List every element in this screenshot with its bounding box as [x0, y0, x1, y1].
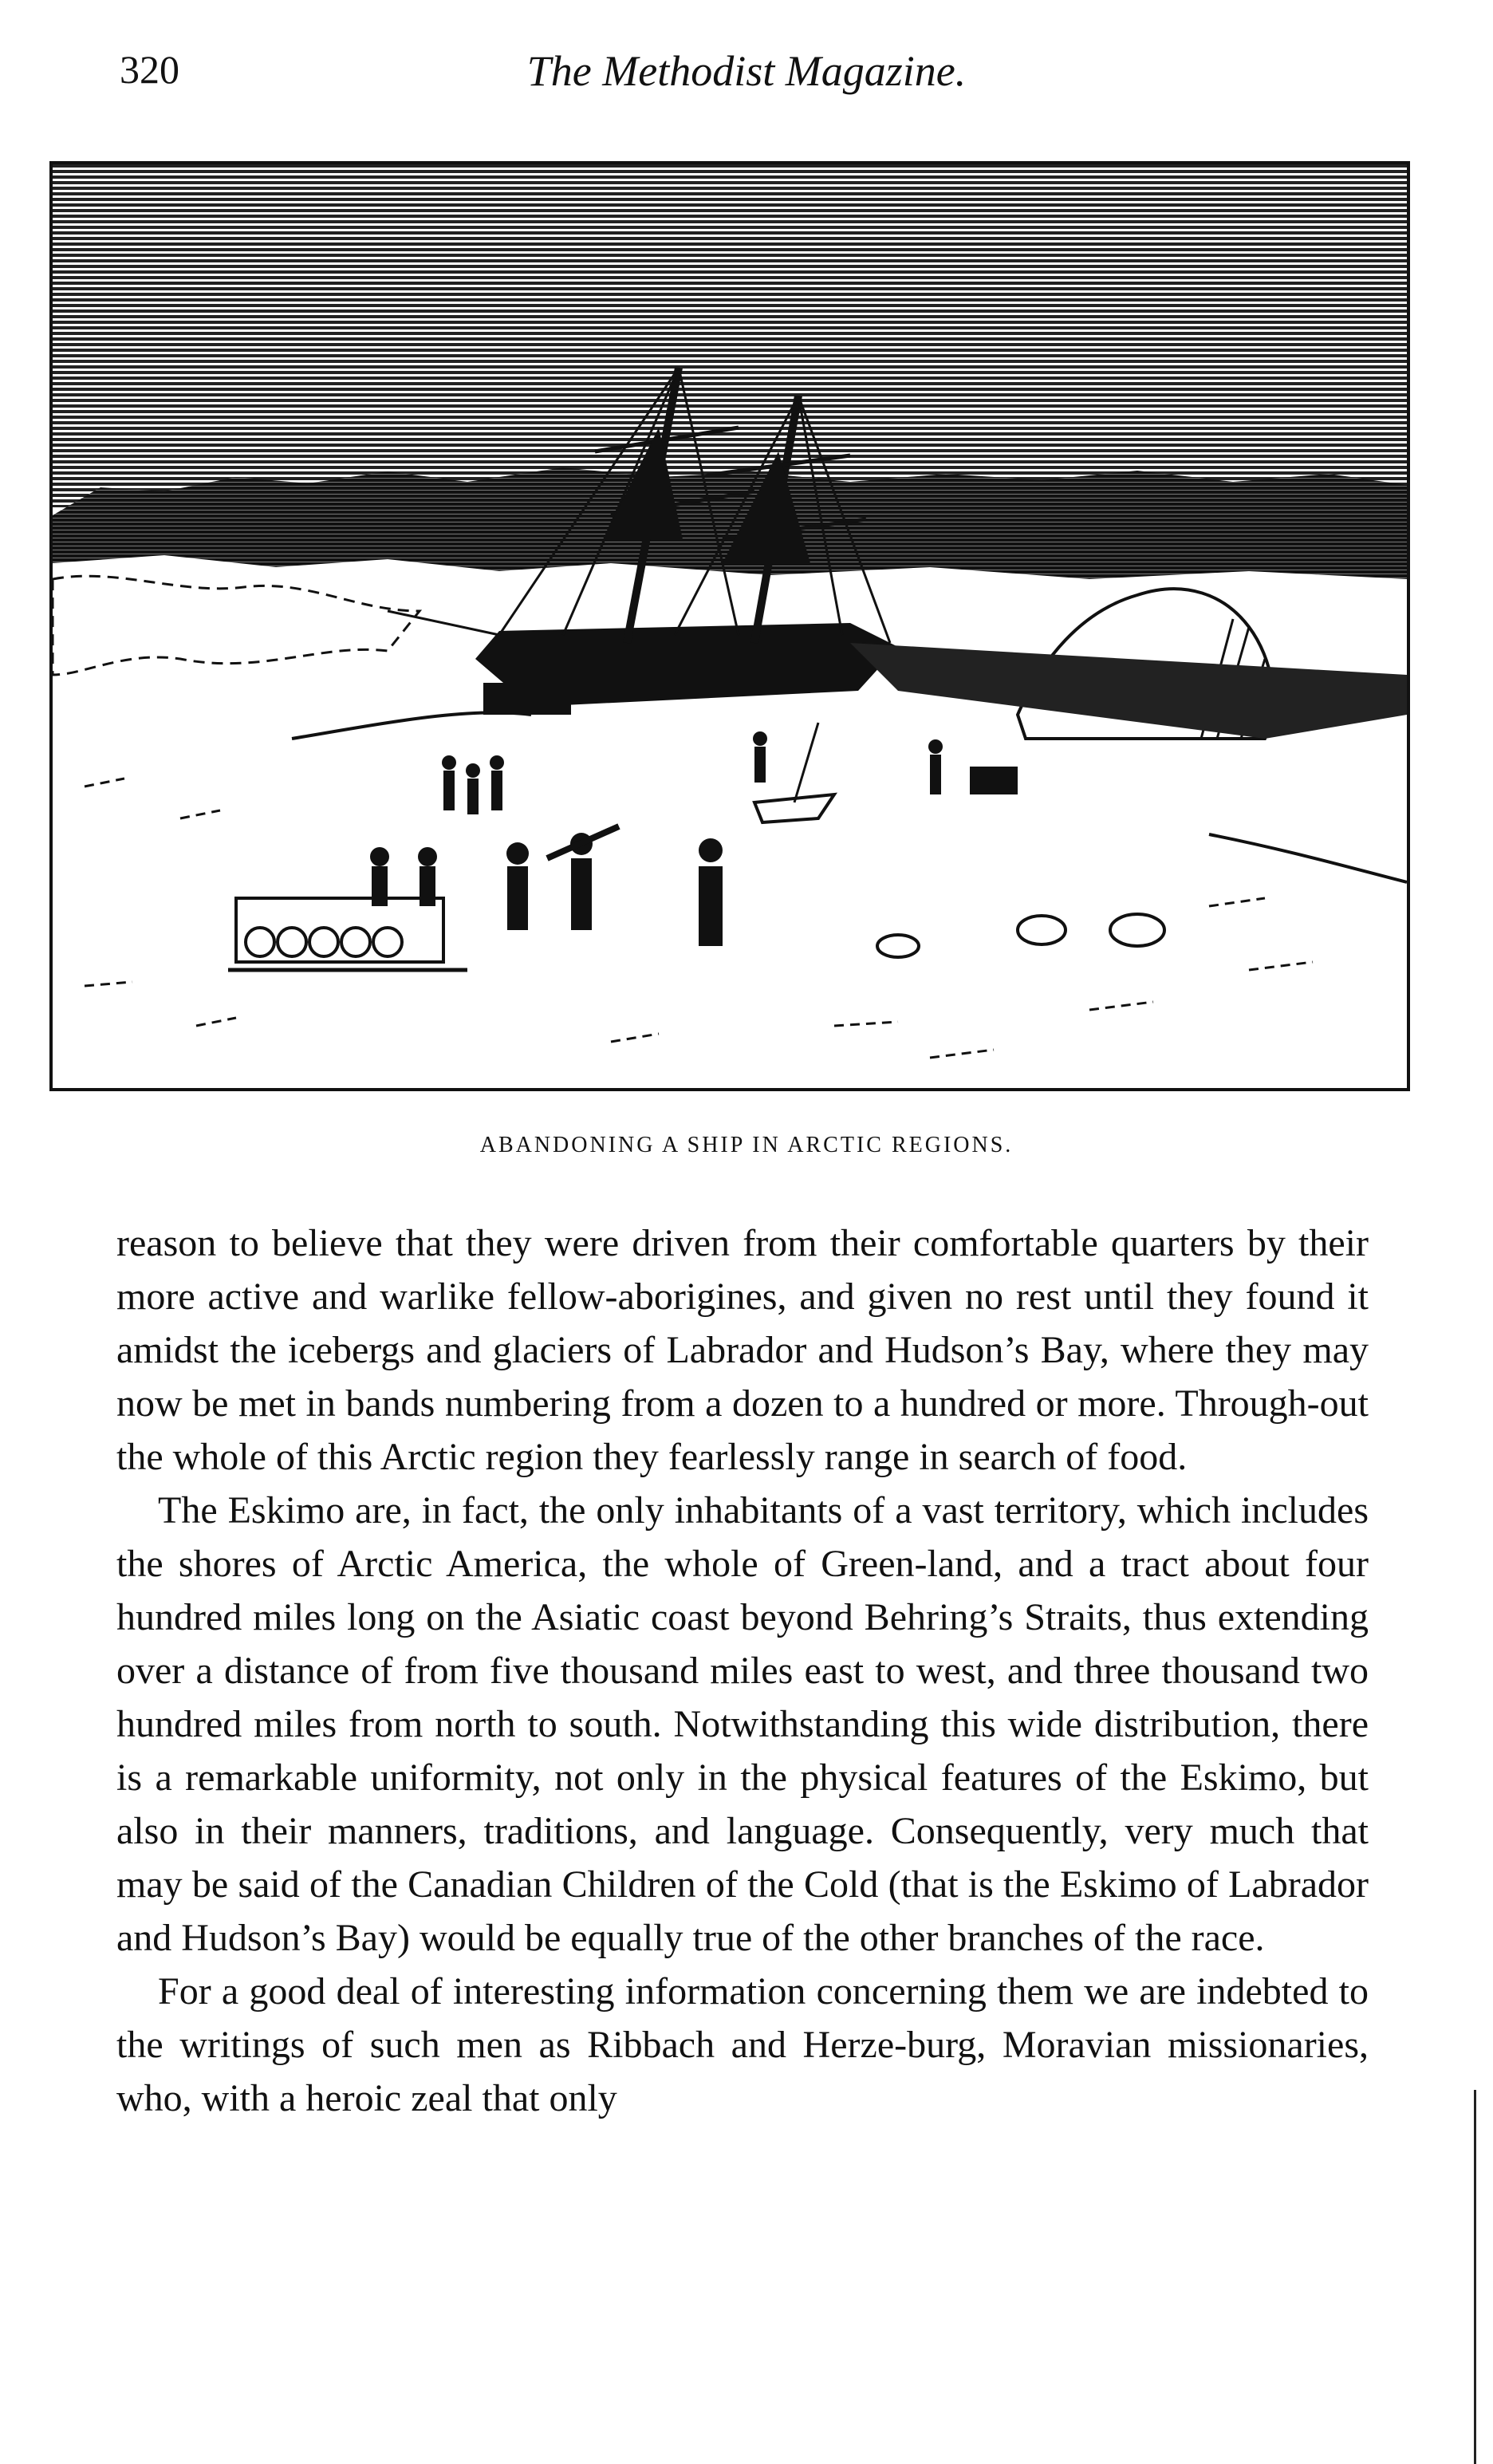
arctic-ship-engraving [53, 164, 1407, 1088]
sledge-with-barrels [228, 898, 467, 970]
running-head: The Methodist Magazine. [526, 47, 967, 95]
sky [53, 164, 1407, 507]
crew-group-center [442, 755, 504, 814]
body-text [116, 1216, 1369, 2125]
illustration [49, 161, 1410, 1091]
paragraph: reason to believe that they were driven from their comfortable quarters by their more active and warlike fellow-aborigines, and given no rest until they found it amidst the icebergs and glaciers of Labrador and Hudson’s Bay, where they may now be met in bands numbering from a dozen to a hundred or more. Through-out the whole of this Arctic region they fearlessly range in search of food. [116, 1222, 1369, 1478]
paragraph: The Eskimo are, in fact, the only inhabitants of a vast territory, which includes the shores of Arctic America, the whole of Green-land, and a tract about four hundred miles long on the Asiatic coast beyond Behring’s Straits, thus extending over a distance of from five thousand miles east to west, and three thousand two hundred miles from north to south. Notwithstanding this wide distribution, there is a remarkable uniformity, not only in the physical features of the Eskimo, but also in their manners, traditions, and language. Consequently, very much that may be said of the Canadian Children of the Cold (that is the Eskimo of Labrador and Hudson’s Bay) would be equally true of the other branches of the race. [116, 1489, 1369, 1959]
margin-rule [1474, 2090, 1476, 2464]
figure-caption: ABANDONING A SHIP IN ARCTIC REGIONS. [479, 1133, 1014, 1157]
paragraph: For a good deal of interesting information concerning them we are indebted to the writings of such men as Ribbach and Herze-burg, Moravian missionaries, who, with a heroic zeal that only [116, 1970, 1369, 2119]
page-number: 320 [120, 47, 179, 92]
